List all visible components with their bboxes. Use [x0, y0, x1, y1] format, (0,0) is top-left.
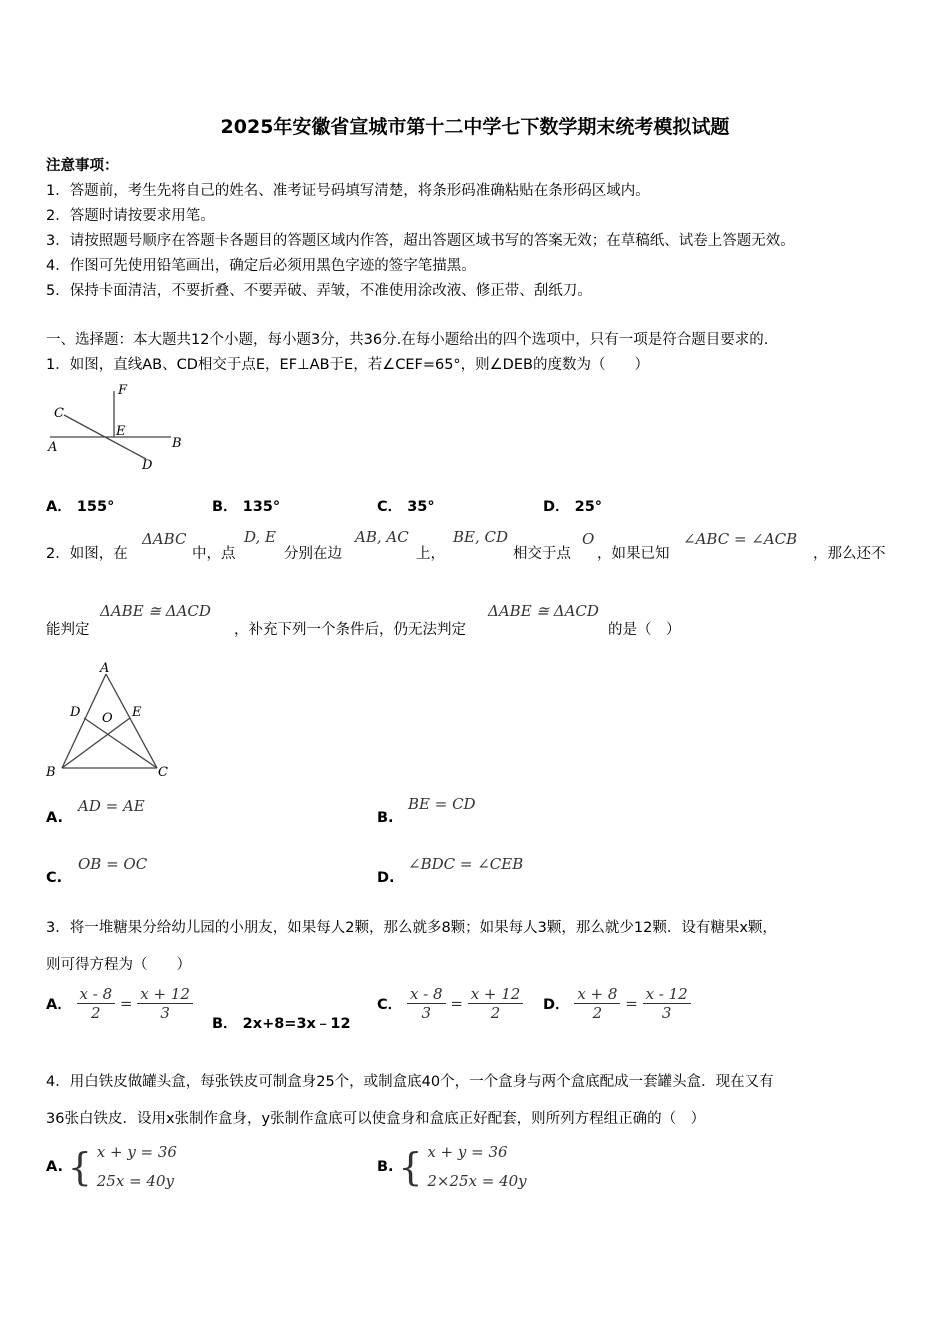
section-heading: 一、选择题：本大题共12个小题，每小题3分，共36分.在每小题给出的四个选项中，只有一项是符合题目要求的. [46, 332, 769, 348]
notice-item: 3．请按照题号顺序在答题卡各题目的答题区域内作答，超出答题区域书写的答案无效；在草稿纸、试卷上答题无效。 [46, 233, 795, 249]
label-A: A [48, 440, 58, 455]
q3-option-d[interactable]: D． $\frac{x + 8}{2}$ = $\frac{x - 12}{3}$ [543, 985, 691, 1022]
label-C: C [158, 765, 168, 780]
math-congruent: ΔABE ≅ ΔACD [488, 602, 599, 620]
question-2-text: 上， [416, 546, 445, 562]
label-B: B [46, 765, 56, 780]
q1-option-b[interactable]: B． 135° [212, 499, 281, 515]
question-2-text: 分别在边 [284, 546, 342, 562]
q2-option-d-key[interactable]: D. [377, 870, 395, 886]
label-A: A [100, 661, 110, 676]
question-3-line1: 3．将一堆糖果分给幼儿园的小朋友，如果每人2颗，那么就多8颗；如果每人3颗，那么就少12颗．设有糖果x颗， [46, 920, 777, 936]
math-ab-ac: AB, AC [355, 528, 409, 546]
question-2-text: ，那么还不 [813, 546, 886, 562]
q1-option-c[interactable]: C． 35° [377, 499, 435, 515]
q3-option-b[interactable]: B． 2x+8=3x﹣12 [212, 1016, 351, 1032]
q4-option-a[interactable]: A. { x + y = 36 25x = 40y [46, 1143, 177, 1190]
question-4-line1: 4．用白铁皮做罐头盒，每张铁皮可制盒身25个，或制盒底40个，一个盒身与两个盒底配成一套罐头盒．现在又有 [46, 1074, 774, 1090]
q2-option-a-value: AD = AE [78, 797, 145, 815]
question-4-line2: 36张白铁皮．设用x张制作盒身，y张制作盒底可以使盒身和盒底正好配套，则所列方程组正确的（ ） [46, 1111, 706, 1127]
q2-option-a-key[interactable]: A. [46, 810, 63, 826]
math-abc: ΔABC [142, 530, 187, 548]
question-1-text: 1．如图，直线AB、CD相交于点E，EF⊥AB于E，若∠CEF=65°，则∠DEB的度数为（ ） [46, 357, 649, 373]
q1-option-d[interactable]: D． 25° [543, 499, 603, 515]
q1-option-a[interactable]: A． 155° [46, 499, 115, 515]
label-D: D [70, 705, 81, 720]
label-E: E [116, 424, 126, 439]
math-congruent: ΔABE ≅ ΔACD [100, 602, 211, 620]
question-2-line1-a: 2．如图，在 [46, 546, 128, 562]
label-E: E [132, 705, 142, 720]
notice-item: 5．保持卡面清洁，不要折叠、不要弄破、弄皱，不准使用涂改液、修正带、刮纸刀。 [46, 283, 592, 299]
q3-option-c[interactable]: C． $\frac{x - 8}{3}$ = $\frac{x + 12}{2}$ [377, 985, 523, 1022]
label-O: O [102, 711, 113, 726]
question-2-line2: 能判定 [46, 622, 90, 638]
label-C: C [54, 406, 64, 421]
q2-option-c-value: OB = OC [78, 855, 148, 873]
math-angle-eq: ∠ABC = ∠ACB [683, 530, 798, 548]
q2-option-d-value: ∠BDC = ∠CEB [408, 855, 524, 873]
question-2-text: ，如果已知 [597, 546, 670, 562]
notice-heading: 注意事项： [46, 158, 119, 174]
question-2-text: ，补充下列一个条件后，仍无法判定 [234, 622, 466, 638]
math-de: D, E [244, 528, 276, 546]
math-o: O [582, 530, 595, 548]
q4-option-b[interactable]: B. { x + y = 36 2×25x = 40y [377, 1143, 527, 1190]
label-D: D [142, 458, 153, 473]
question-2-figure [46, 656, 181, 782]
notice-item: 1．答题前，考生先将自己的姓名、准考证号码填写清楚，将条形码准确粘贴在条形码区域内。 [46, 183, 650, 199]
q2-option-b-key[interactable]: B. [377, 810, 394, 826]
q2-option-c-key[interactable]: C. [46, 870, 63, 886]
notice-item: 2．答题时请按要求用笔。 [46, 208, 215, 224]
q2-option-b-value: BE = CD [408, 795, 476, 813]
q3-option-a[interactable]: A． $\frac{x - 8}{2}$ = $\frac{x + 12}{3}$ [46, 985, 193, 1022]
math-be-cd: BE, CD [453, 528, 509, 546]
label-B: B [172, 436, 182, 451]
question-3-line2: 则可得方程为（ ） [46, 957, 191, 973]
question-2-text: 相交于点 [513, 546, 571, 562]
notice-item: 4．作图可先使用铅笔画出，确定后必须用黑色字迹的签字笔描黑。 [46, 258, 476, 274]
question-1-figure [46, 383, 186, 475]
question-2-text: 中，点 [192, 546, 236, 562]
page-title: 2025年安徽省宣城市第十二中学七下数学期末统考模拟试题 [220, 116, 730, 138]
label-F: F [118, 383, 128, 398]
question-2-text: 的是（ ） [608, 622, 681, 638]
